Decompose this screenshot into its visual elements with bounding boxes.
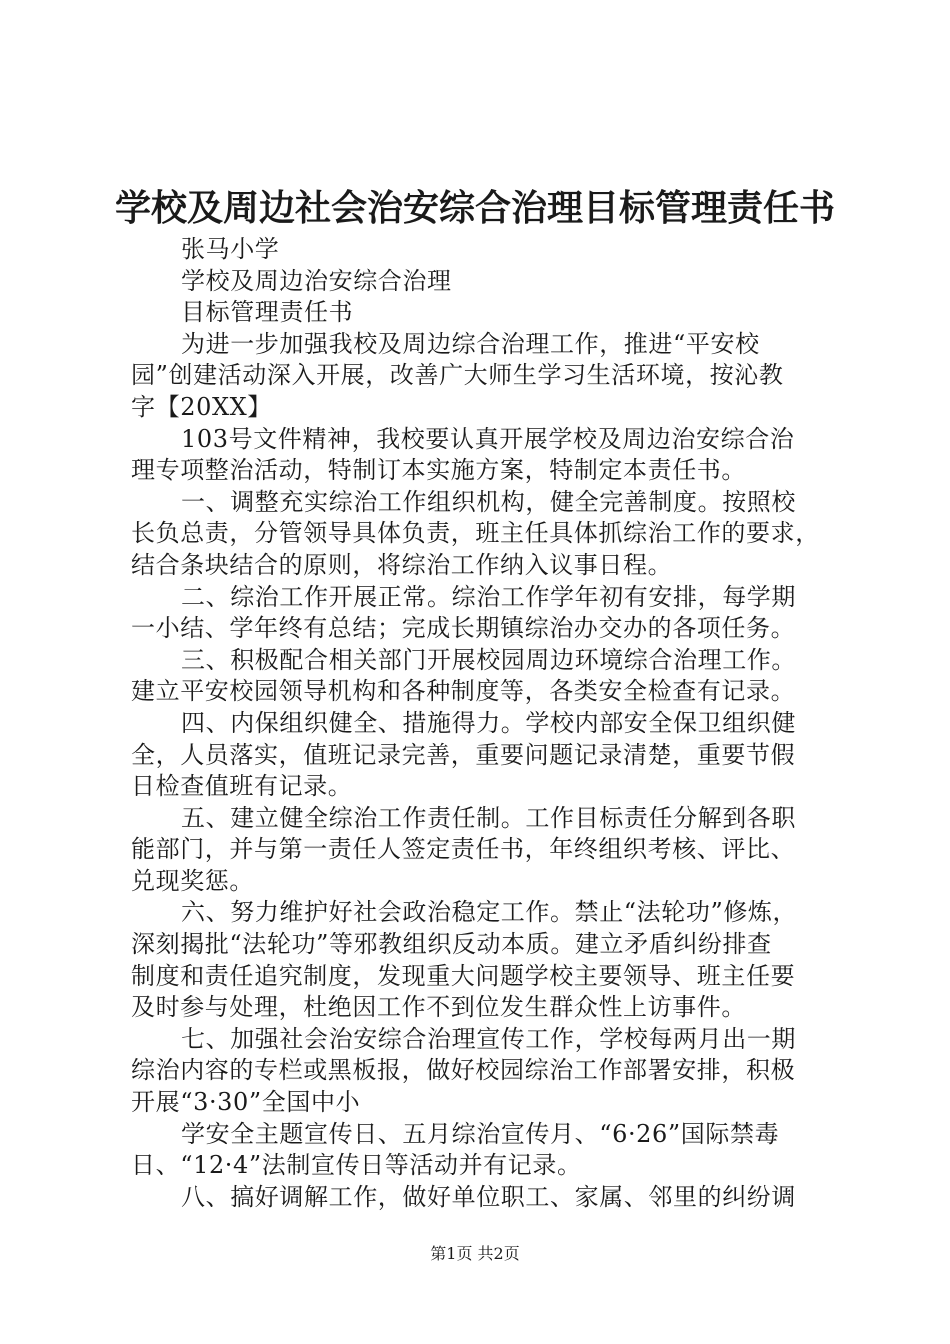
text-line: 开展“3·30”全国中小 xyxy=(131,1088,361,1117)
text-line: 目标管理责任书 xyxy=(181,298,354,327)
page-footer: 第1页 共2页 xyxy=(430,1244,520,1263)
text-line: 日检查值班有记录。 xyxy=(131,772,353,801)
text-line: 五、建立健全综治工作责任制。工作目标责任分解到各职 xyxy=(181,803,796,832)
text-line: 六、努力维护好社会政治稳定工作。禁止“法轮功”修炼， xyxy=(181,898,798,927)
text-line: 理专项整治活动，特制订本实施方案，特制定本责任书。 xyxy=(131,456,746,485)
document-body xyxy=(131,234,831,1213)
text-line: 结合条块结合的原则，将综治工作纳入议事日程。 xyxy=(131,550,673,579)
text-line: 三、积极配合相关部门开展校园周边环境综合治理工作。 xyxy=(181,645,796,674)
text-line: 综治内容的专栏或黑板报，做好校园综治工作部署安排，积极 xyxy=(131,1056,796,1085)
text-line: 长负总责，分管领导具体负责，班主任具体抓综治工作的要求， xyxy=(131,519,820,548)
text-line: 七、加强社会治安综合治理宣传工作，学校每两月出一期 xyxy=(181,1024,796,1053)
text-line: 能部门，并与第一责任人签定责任书，年终组织考核、评比、 xyxy=(131,835,796,864)
text-line: 建立平安校园领导机构和各种制度等，各类安全检查有记录。 xyxy=(131,677,796,706)
text-line: 全，人员落实，值班记录完善，重要问题记录清楚，重要节假 xyxy=(131,740,796,769)
text-line: 四、内保组织健全、措施得力。学校内部安全保卫组织健 xyxy=(181,708,796,737)
text-line: 八、搞好调解工作，做好单位职工、家属、邻里的纠纷调 xyxy=(181,1182,796,1211)
text-line: 日、“12·4”法制宣传日等活动并有记录。 xyxy=(131,1151,582,1180)
text-line: 一小结、学年终有总结；完成长期镇综治办交办的各项任务。 xyxy=(131,614,796,643)
text-line: 园”创建活动深入开展，改善广大师生学习生活环境，按沁教 xyxy=(131,361,784,390)
text-line: 一、调整充实综治工作组织机构，健全完善制度。按照校 xyxy=(181,487,796,516)
text-line: 制度和责任追究制度，发现重大问题学校主要领导、班主任要 xyxy=(131,961,796,990)
text-line: 兑现奖惩。 xyxy=(131,866,254,895)
document-title: 学校及周边社会治安综合治理目标管理责任书 xyxy=(114,187,835,229)
text-line: 及时参与处理，杜绝因工作不到位发生群众性上访事件。 xyxy=(131,993,746,1022)
text-line: 为进一步加强我校及周边综合治理工作，推进“平安校 xyxy=(181,329,760,358)
text-line: 二、综治工作开展正常。综治工作学年初有安排，每学期 xyxy=(181,582,796,611)
text-line: 张马小学 xyxy=(181,235,280,263)
text-line: 学安全主题宣传日、五月综治宣传月、“6·26”国际禁毒 xyxy=(181,1119,780,1148)
text-line: 字【20XX】 xyxy=(131,392,272,421)
text-line: 深刻揭批“法轮功”等邪教组织反动本质。建立矛盾纠纷排查 xyxy=(131,930,772,959)
text-line: 103号文件精神，我校要认真开展学校及周边治安综合治 xyxy=(181,424,795,453)
text-line: 学校及周边治安综合治理 xyxy=(181,266,452,295)
